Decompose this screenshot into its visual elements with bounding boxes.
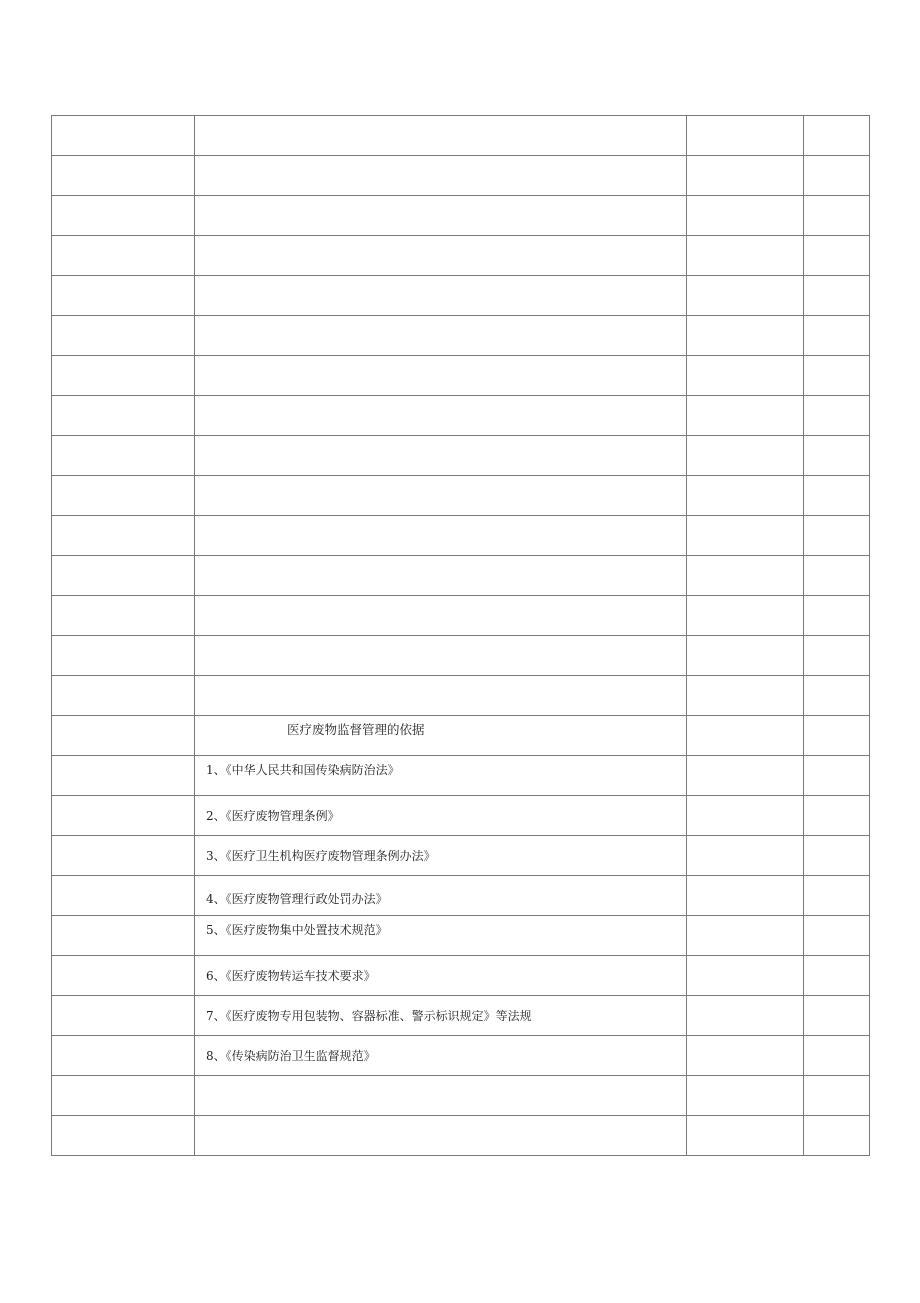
table-row (52, 396, 870, 436)
table-row (52, 436, 870, 476)
basis-item: 1、《中华人民共和国传染病防治法》 (206, 762, 400, 777)
basis-item: 4、《医疗废物管理行政处罚办法》 (206, 891, 388, 906)
basis-item: 3、《医疗卫生机构医疗废物管理条例办法》 (206, 848, 436, 863)
table-row (52, 316, 870, 356)
table-row (52, 236, 870, 276)
table-row (52, 996, 870, 1036)
table-row (52, 1116, 870, 1156)
table-row (52, 716, 870, 756)
table-row (52, 876, 870, 916)
table-row (52, 276, 870, 316)
table-row (52, 156, 870, 196)
table-row (52, 596, 870, 636)
table-row (52, 756, 870, 796)
table-row (52, 196, 870, 236)
basis-item: 7、《医疗废物专用包装物、容器标准、警示标识规定》等法规 (206, 1008, 532, 1023)
table-row (52, 116, 870, 156)
table-row (52, 1076, 870, 1116)
document-table (51, 115, 870, 1156)
table-row (52, 796, 870, 836)
basis-item: 5、《医疗废物集中处置技术规范》 (206, 922, 388, 937)
table-row (52, 676, 870, 716)
section-title: 医疗废物监督管理的依据 (287, 721, 425, 737)
table-row (52, 556, 870, 596)
basis-item: 6、《医疗废物转运车技术要求》 (206, 968, 376, 983)
table-row (52, 916, 870, 956)
table-row (52, 356, 870, 396)
table-row (52, 476, 870, 516)
basis-item: 8、《传染病防治卫生监督规范》 (206, 1048, 376, 1063)
basis-item: 2、《医疗废物管理条例》 (206, 808, 340, 823)
table-row (52, 1036, 870, 1076)
table-row (52, 956, 870, 996)
table-row (52, 516, 870, 556)
table-row (52, 836, 870, 876)
table-row (52, 636, 870, 676)
